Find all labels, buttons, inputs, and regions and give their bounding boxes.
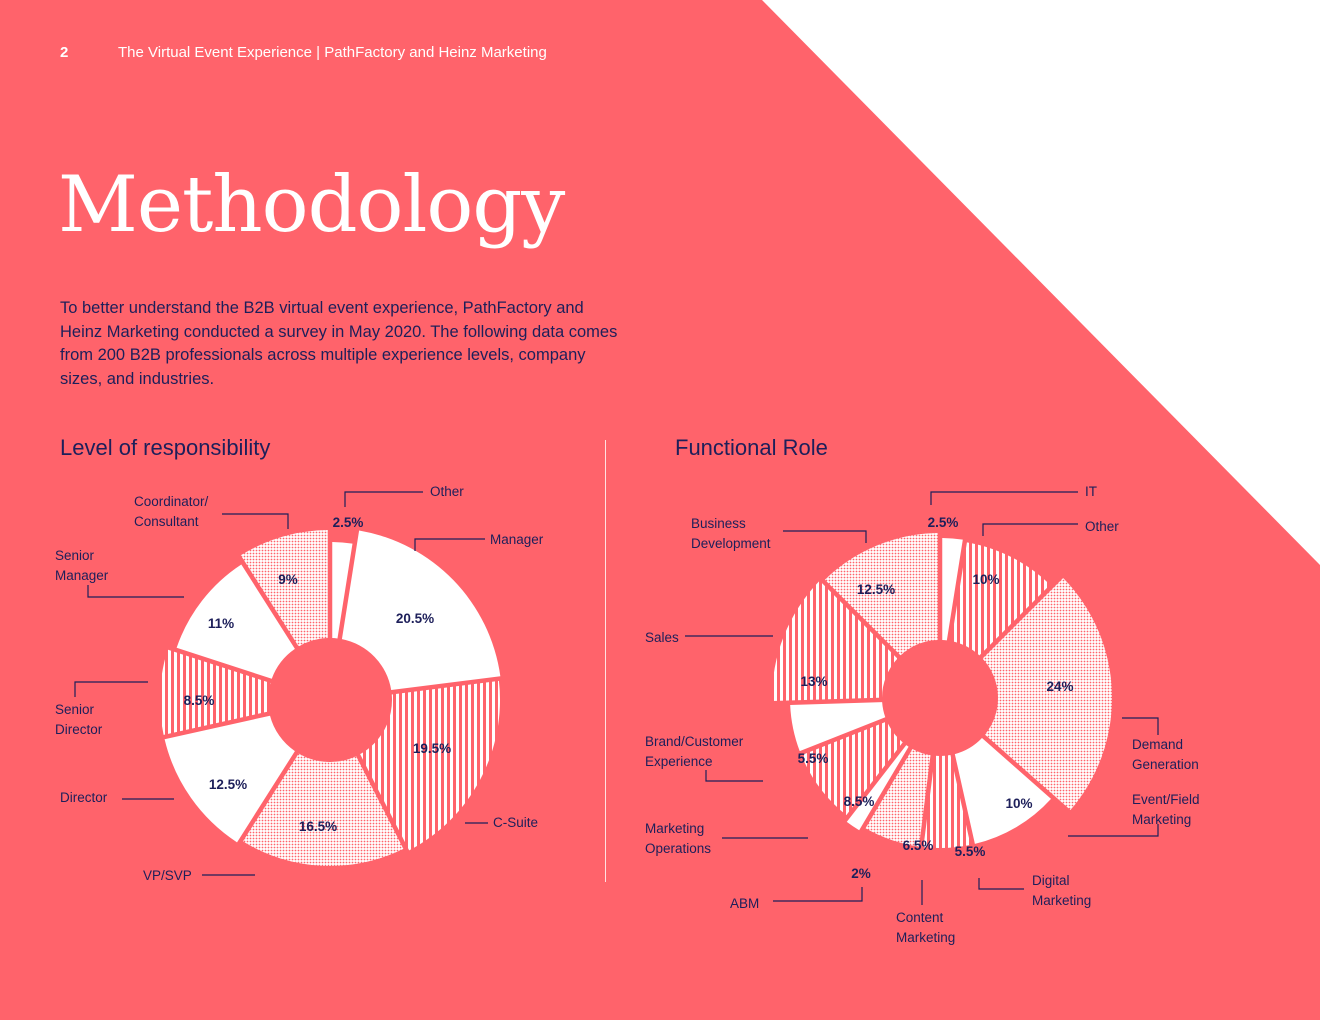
category-label-vp-svp: VP/SVP (143, 868, 192, 883)
leader-senior-director (75, 682, 148, 697)
value-label-it: 2.5% (927, 515, 959, 530)
page-number: 2 (60, 44, 69, 61)
category-label-director: Director (60, 790, 108, 805)
leader-demand-generation (1122, 718, 1158, 735)
leader-other (983, 524, 1078, 536)
value-label-senior-director: 8.5% (183, 693, 215, 708)
leader-senior-manager (88, 585, 184, 597)
leader-coordinator-consultant (222, 514, 288, 529)
leader-other (345, 492, 423, 507)
value-label-event-field-marketing: 10% (1005, 796, 1033, 811)
chart-title-role: Functional Role (675, 435, 828, 460)
category-label-brand-customer-experience: Brand/Customer Experience (645, 734, 744, 769)
value-label-business-development: 12.5% (856, 582, 896, 597)
category-label-digital-marketing: Digital Marketing (1032, 873, 1092, 908)
value-label-demand-generation: 24% (1046, 679, 1074, 694)
value-label-abm: 2% (851, 866, 871, 881)
value-label-coordinator-consultant: 9% (278, 572, 298, 587)
chart-title-level: Level of responsibility (60, 435, 271, 460)
category-label-senior-director: Senior Director (55, 702, 103, 737)
value-label-manager: 20.5% (395, 611, 435, 626)
value-label-sales: 13% (800, 674, 828, 689)
value-label-vp-svp: 16.5% (298, 819, 338, 834)
category-label-manager: Manager (490, 532, 544, 547)
category-label-content-marketing: Content Marketing (896, 910, 956, 945)
category-label-senior-manager: Senior Manager (55, 548, 109, 583)
category-label-coordinator-consultant: Coordinator/ Consultant (134, 494, 209, 529)
category-label-abm: ABM (730, 896, 760, 911)
leader-business-development (783, 531, 866, 543)
category-label-c-suite: C-Suite (493, 815, 539, 830)
category-label-it: IT (1085, 484, 1097, 499)
leader-digital-marketing (979, 878, 1024, 889)
category-label-business-development: Business Development (691, 516, 771, 551)
running-title: The Virtual Event Experience | PathFactory and Heinz Marketing (118, 44, 547, 61)
category-label-event-field-marketing: Event/Field Marketing (1132, 792, 1200, 827)
value-label-marketing-operations: 8.5% (843, 794, 875, 809)
category-label-demand-generation: Demand Generation (1132, 737, 1199, 772)
value-label-other: 2.5% (332, 515, 364, 530)
value-label-c-suite: 19.5% (412, 741, 452, 756)
value-label-senior-manager: 11% (207, 616, 235, 631)
leader-abm (773, 887, 862, 901)
intro-paragraph: To better understand the B2B virtual event experience, PathFactory and Heinz Marketing conducted a survey in May 2020. The following data comes from 200 B2B professionals across multiple experience levels, company sizes, and industries. (60, 299, 618, 388)
category-label-sales: Sales (645, 630, 679, 645)
value-label-content-marketing: 6.5% (902, 838, 934, 853)
category-label-marketing-operations: Marketing Operations (645, 821, 712, 856)
leader-manager (415, 539, 485, 551)
pie-role (645, 484, 1200, 945)
leader-brand-customer-experience (706, 770, 763, 781)
pie-level (55, 484, 544, 883)
leader-it (931, 492, 1078, 505)
category-label-other: Other (430, 484, 464, 499)
value-label-brand-customer-experience: 5.5% (797, 751, 829, 766)
value-label-other: 10% (972, 572, 1000, 587)
value-label-digital-marketing: 5.5% (954, 844, 986, 859)
value-label-director: 12.5% (208, 777, 248, 792)
category-label-other: Other (1085, 519, 1119, 534)
page-title: Methodology (58, 160, 565, 250)
